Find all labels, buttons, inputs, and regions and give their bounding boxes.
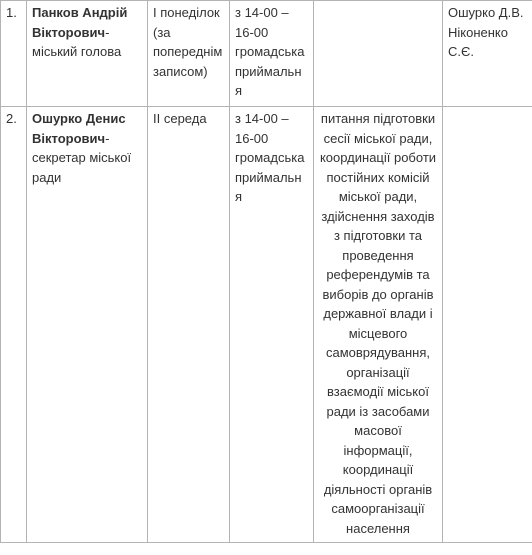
- reception-day: ІІ середа: [148, 107, 230, 543]
- reception-day: І понеділок (за попереднім записом): [148, 1, 230, 107]
- official-position: -секретар міської ради: [32, 130, 132, 185]
- official-name: Ошурко Денис Вікторович: [32, 111, 126, 146]
- row-number: 1.: [1, 1, 27, 107]
- official-name: Панков Андрій Вікторович: [32, 5, 128, 40]
- reception-time-place: з 14-00 – 16-00 громадська приймальня: [230, 1, 314, 107]
- official-cell: [27, 1, 148, 107]
- official-position: -міський голова: [32, 24, 122, 59]
- responsible-persons: [443, 107, 532, 543]
- row-number: 2.: [1, 107, 27, 543]
- table-row: [1, 1, 532, 107]
- reception-issues: [314, 1, 443, 107]
- responsible-persons: Ошурко Д.В. Ніконенко С.Є.: [443, 1, 532, 107]
- table-row: [1, 107, 532, 543]
- reception-time-place: з 14-00 – 16-00 громадська приймальня: [230, 107, 314, 543]
- official-cell: [27, 107, 148, 543]
- reception-issues: питання підготовки сесії міської ради, координації роботи постійних комісій міської ради, здійснення заходів з підготовки та проведення референдумів та виборів до органів державної влади і місцевого самоврядування, організації взаємодії міської ради із засобами масової інформації, координації діяльності органів самоорганізації населення: [314, 107, 443, 543]
